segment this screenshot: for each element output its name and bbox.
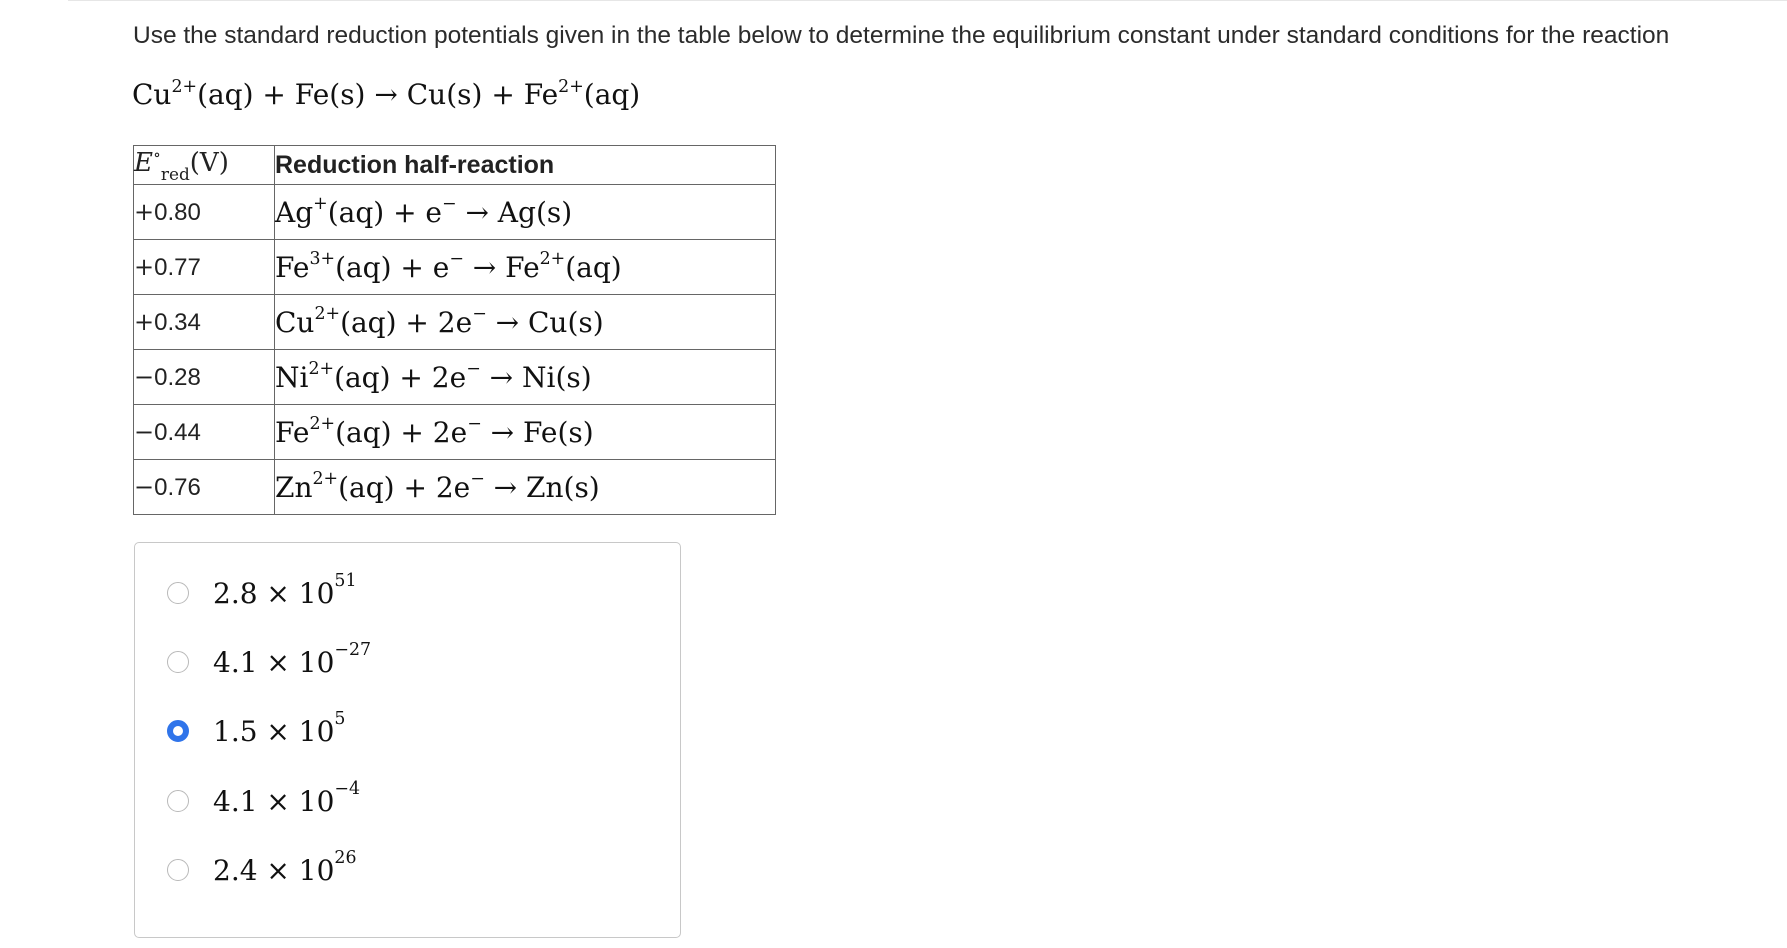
species: Fe — [275, 415, 310, 449]
radio-button[interactable] — [167, 859, 189, 881]
answer-choice[interactable] — [167, 850, 357, 890]
reaction-product: → Fe — [463, 250, 540, 284]
choice-label[interactable] — [213, 571, 357, 610]
potential-cell — [134, 350, 275, 405]
species: Zn — [275, 470, 313, 504]
eq-product2: Fe — [523, 78, 559, 111]
reaction-middle: (aq) + 2e — [340, 305, 473, 339]
potential-cell — [134, 240, 275, 295]
choice-mantissa: 2.8 × 10 — [213, 576, 335, 610]
answer-choice[interactable] — [167, 711, 345, 751]
eq-product2-charge: 2+ — [558, 76, 584, 97]
radio-button[interactable] — [167, 790, 189, 812]
eq-plus: + — [253, 78, 295, 111]
choice-mantissa: 1.5 × 10 — [213, 714, 335, 748]
reaction-middle: (aq) + 2e — [334, 360, 467, 394]
product-state: (aq) — [565, 250, 622, 284]
reaction-product: → Zn(s) — [484, 470, 600, 504]
potential-sign: − — [134, 417, 155, 446]
choice-mantissa: 4.1 × 10 — [213, 645, 335, 679]
species: Ag — [275, 195, 314, 229]
header-red-sub: red — [160, 164, 190, 185]
answer-choice[interactable] — [167, 781, 360, 821]
radio-button[interactable] — [167, 651, 189, 673]
choice-exponent: −4 — [334, 779, 361, 800]
reaction-product: → Cu(s) — [486, 305, 604, 339]
potential-sign: − — [134, 362, 155, 391]
choice-exponent: 5 — [334, 709, 346, 730]
reaction-product: → Ni(s) — [480, 360, 592, 394]
species: Ni — [275, 360, 309, 394]
potential-cell — [134, 295, 275, 350]
potential-value: 0.34 — [154, 308, 201, 336]
eq-product2-state: (aq) — [583, 78, 641, 111]
choice-label[interactable] — [213, 848, 357, 887]
choice-label[interactable] — [213, 779, 361, 818]
potential-sign: + — [134, 307, 155, 336]
electron-charge: − — [449, 249, 464, 270]
choice-exponent: 51 — [334, 571, 357, 592]
potential-value: 0.77 — [154, 253, 201, 281]
reaction-equation — [132, 78, 640, 111]
electron-charge: − — [466, 359, 481, 380]
species-charge: 2+ — [312, 469, 339, 490]
eq-reactant1: Cu — [132, 78, 172, 111]
reaction-middle: (aq) + 2e — [335, 415, 468, 449]
potential-sign: − — [134, 472, 155, 501]
eq-plus: + — [482, 78, 524, 111]
choice-exponent: 26 — [334, 848, 357, 869]
eq-reactant1-state: (aq) — [197, 78, 254, 111]
answer-choice[interactable] — [167, 642, 371, 682]
table-row — [134, 350, 776, 405]
half-reaction-cell — [275, 460, 776, 515]
eq-arrow: → — [365, 78, 407, 111]
table-row — [134, 405, 776, 460]
half-reaction-cell — [275, 185, 776, 240]
electron-charge: − — [472, 304, 487, 325]
table-header-row — [134, 146, 776, 185]
half-reaction-cell — [275, 240, 776, 295]
potential-sign: + — [134, 197, 155, 226]
potential-cell — [134, 405, 275, 460]
choice-label[interactable] — [213, 709, 346, 748]
half-reaction-cell — [275, 405, 776, 460]
half-reaction-cell — [275, 350, 776, 405]
species-charge: + — [313, 194, 328, 215]
potential-value: 0.80 — [154, 198, 201, 226]
table-row — [134, 460, 776, 515]
top-divider — [68, 0, 1787, 1]
reduction-potentials-table — [133, 145, 776, 515]
reaction-product: → Fe(s) — [481, 415, 594, 449]
eq-product1: Cu(s) — [406, 78, 483, 111]
species-charge: 2+ — [308, 359, 335, 380]
species-charge: 3+ — [309, 249, 336, 270]
table-row — [134, 185, 776, 240]
table-row — [134, 240, 776, 295]
choice-exponent: −27 — [334, 640, 372, 661]
electron-charge: − — [442, 194, 457, 215]
question-prompt: Use the standard reduction potentials given in the table below to determine the equilibrium constant under standard conditions for the reaction — [133, 22, 1670, 49]
potential-sign: + — [134, 252, 155, 281]
potential-value: 0.76 — [154, 473, 201, 501]
header-unit: (V) — [189, 148, 229, 179]
electron-charge: − — [470, 469, 485, 490]
species: Cu — [275, 305, 315, 339]
answer-choice[interactable] — [167, 573, 357, 613]
potential-cell — [134, 460, 275, 515]
product-charge: 2+ — [539, 249, 566, 270]
header-potential — [134, 146, 275, 185]
reaction-product: → Ag(s) — [456, 195, 573, 229]
electron-charge: − — [467, 414, 482, 435]
eq-reactant2: Fe(s) — [294, 78, 366, 111]
species: Fe — [275, 250, 310, 284]
answer-choices — [134, 542, 681, 938]
reaction-middle: (aq) + 2e — [338, 470, 471, 504]
reaction-middle: (aq) + e — [335, 250, 450, 284]
header-e-symbol: E — [134, 148, 153, 179]
radio-button[interactable] — [167, 582, 189, 604]
choice-mantissa: 4.1 × 10 — [213, 784, 335, 818]
species-charge: 2+ — [309, 414, 336, 435]
eq-reactant1-charge: 2+ — [171, 76, 198, 97]
header-reaction: Reduction half-reaction — [275, 146, 776, 185]
reaction-middle: (aq) + e — [327, 195, 442, 229]
potential-value: 0.28 — [154, 363, 201, 391]
choice-mantissa: 2.4 × 10 — [213, 853, 335, 887]
potential-cell — [134, 185, 275, 240]
table-row — [134, 295, 776, 350]
species-charge: 2+ — [314, 304, 341, 325]
potential-value: 0.44 — [154, 418, 201, 446]
header-degree: ∘ — [152, 145, 161, 165]
choice-label[interactable] — [213, 640, 372, 679]
radio-button[interactable] — [167, 720, 189, 742]
half-reaction-cell — [275, 295, 776, 350]
